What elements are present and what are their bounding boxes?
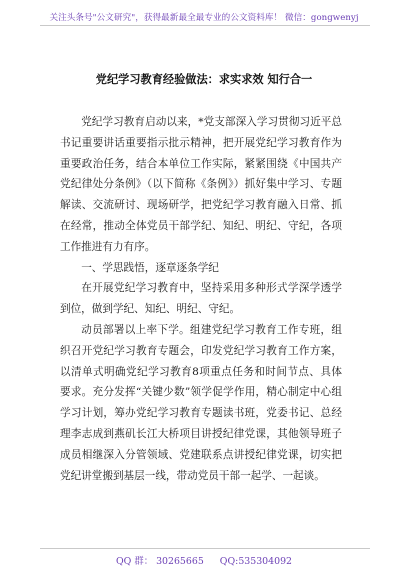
document-title: 党纪学习教育经验做法：求实求效 知行合一 [95, 72, 313, 86]
body-paragraph: 党纪学习教育启动以来，*党支部深入学习贯彻习近平总书记重要讲话重要指示批示精神，把开展党纪学习教育作为重要政治任务，结合本单位工作实际，紧紧围绕《中国共产党纪律处分条例》（以下简称《条例》）抓好集中学习、专题解读、交流研讨、现场研学，把党纪学习教育融入日常、抓在经常，推动全体党员干部学纪、知纪、明纪、守纪，各项工作推进有力有序。 [60, 116, 342, 253]
header-banner: 关注头条号"公文研究"，获得最新最全最专业的公文资料库！ 微信：gongwenyj [49, 13, 359, 23]
document-body [60, 112, 342, 486]
header-divider [40, 25, 370, 26]
footer-divider [40, 548, 370, 549]
footer [0, 553, 408, 567]
footer-qq-group: QQ 群： 30265665 [115, 556, 204, 567]
footer-qq: QQ:535304092 [219, 556, 293, 567]
body-paragraph: 在开展党纪学习教育中，坚持采用多种形式学深学透学到位，做到学纪、知纪、明纪、守纪。 [60, 282, 342, 316]
body-paragraph: 动员部署以上率下学。组建党纪学习教育工作专班，组织召开党纪学习教育专题会，印发党纪学习教育工作方案，以清单式明确党纪学习教育8项重点任务和时间节点、具体要求。充分发挥“关键少数”领学促学作用，精心制定中心组学习计划，筹办党纪学习教育专题读书班，党委书记、总经理李志成到燕矶长江大桥项目讲授纪律党课，其他领导班子成员相继深入分管领域、党建联系点讲授纪律党课，切实把党纪讲堂搬到基层一线，带动党员干部一起学、一起谈。 [60, 323, 342, 482]
section-heading: 一、学思践悟，逐章逐条学纪 [81, 261, 219, 274]
